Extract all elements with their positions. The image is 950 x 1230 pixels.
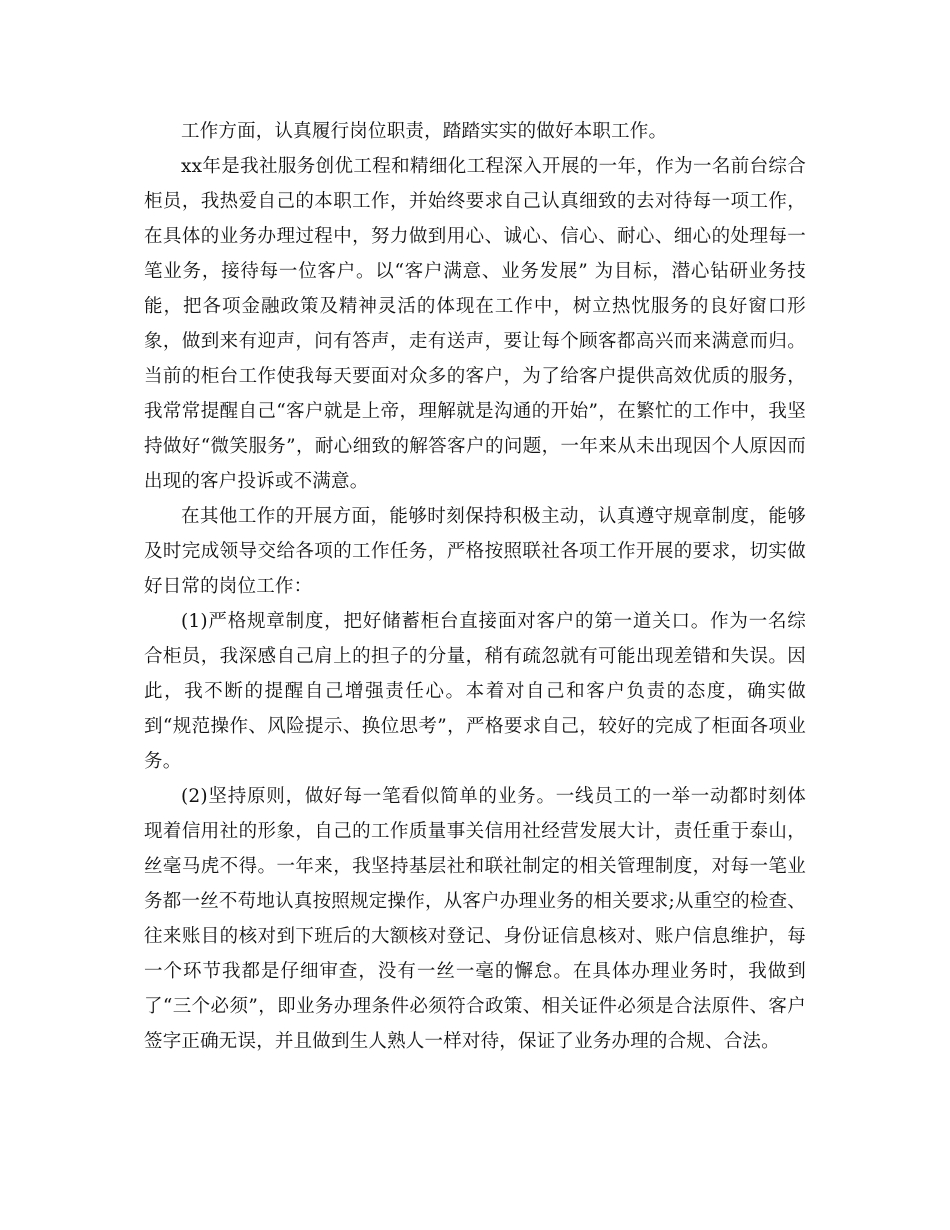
document-body bbox=[144, 114, 806, 1059]
paragraph-other-work: 在其他工作的开展方面，能够时刻保持积极主动，认真遵守规章制度，能够及时完成领导交给各项的工作任务，严格按照联社各项工作开展的要求，切实做好日常的岗位工作： bbox=[144, 506, 806, 597]
paragraph-job-duties: 工作方面，认真履行岗位职责，踏踏实实的做好本职工作。 bbox=[181, 121, 668, 142]
paragraph-counter-service: xx年是我社服务创优工程和精细化工程深入开展的一年，作为一名前台综合柜员，我热爱自己的本职工作，并始终要求自己认真细致的去对待每一项工作，在具体的业务办理过程中，努力做到用心、诚心、信心、耐心、细心的处理每一笔业务，接待每一位客户。以“客户满意、业务发展” 为目标，潜心钻研业务技能，把各项金融政策及精神灵活的体现在工作中，树立热忱服务的良好窗口形象，做到来有迎声，问有答声，走有送声，要让每个顾客都高兴而来满意而归。当前的柜台工作使我每天要面对众多的客户，为了给客户提供高效优质的服务，我常常提醒自己“客户就是上帝，理解就是沟通的开始”，在繁忙的工作中，我坚持做好“微笑服务”，耐心细致的解答客户的问题，一年来从未出现因个人原因而出现的客户投诉或不满意。 bbox=[144, 156, 806, 492]
paragraph-item-2-principles: (2)坚持原则，做好每一笔看似简单的业务。一线员工的一举一动都时刻体现着信用社的形象，自己的工作质量事关信用社经营发展大计，责任重于泰山，丝毫马虎不得。一年来，我坚持基层社和联社制定的相关管理制度，对每一笔业务都一丝不苟地认真按照规定操作，从客户办理业务的相关要求;从重空的检查、往来账目的核对到下班后的大额核对登记、身份证信息核对、账户信息维护，每一个环节我都是仔细审查，没有一丝一毫的懈怠。在具体办理业务时，我做到了“三个必须”，即业务办理条件必须符合政策、相关证件必须是合法原件、客户签字正确无误，并且做到生人熟人一样对待，保证了业务办理的合规、合法。 bbox=[144, 786, 806, 1052]
paragraph-item-1-rules: (1)严格规章制度，把好储蓄柜台直接面对客户的第一道关口。作为一名综合柜员，我深感自己肩上的担子的分量，稍有疏忽就有可能出现差错和失误。因此，我不断的提醒自己增强责任心。本着对自己和客户负责的态度，确实做到“规范操作、风险提示、换位思考”，严格要求自己，较好的完成了柜面各项业务。 bbox=[144, 611, 806, 772]
